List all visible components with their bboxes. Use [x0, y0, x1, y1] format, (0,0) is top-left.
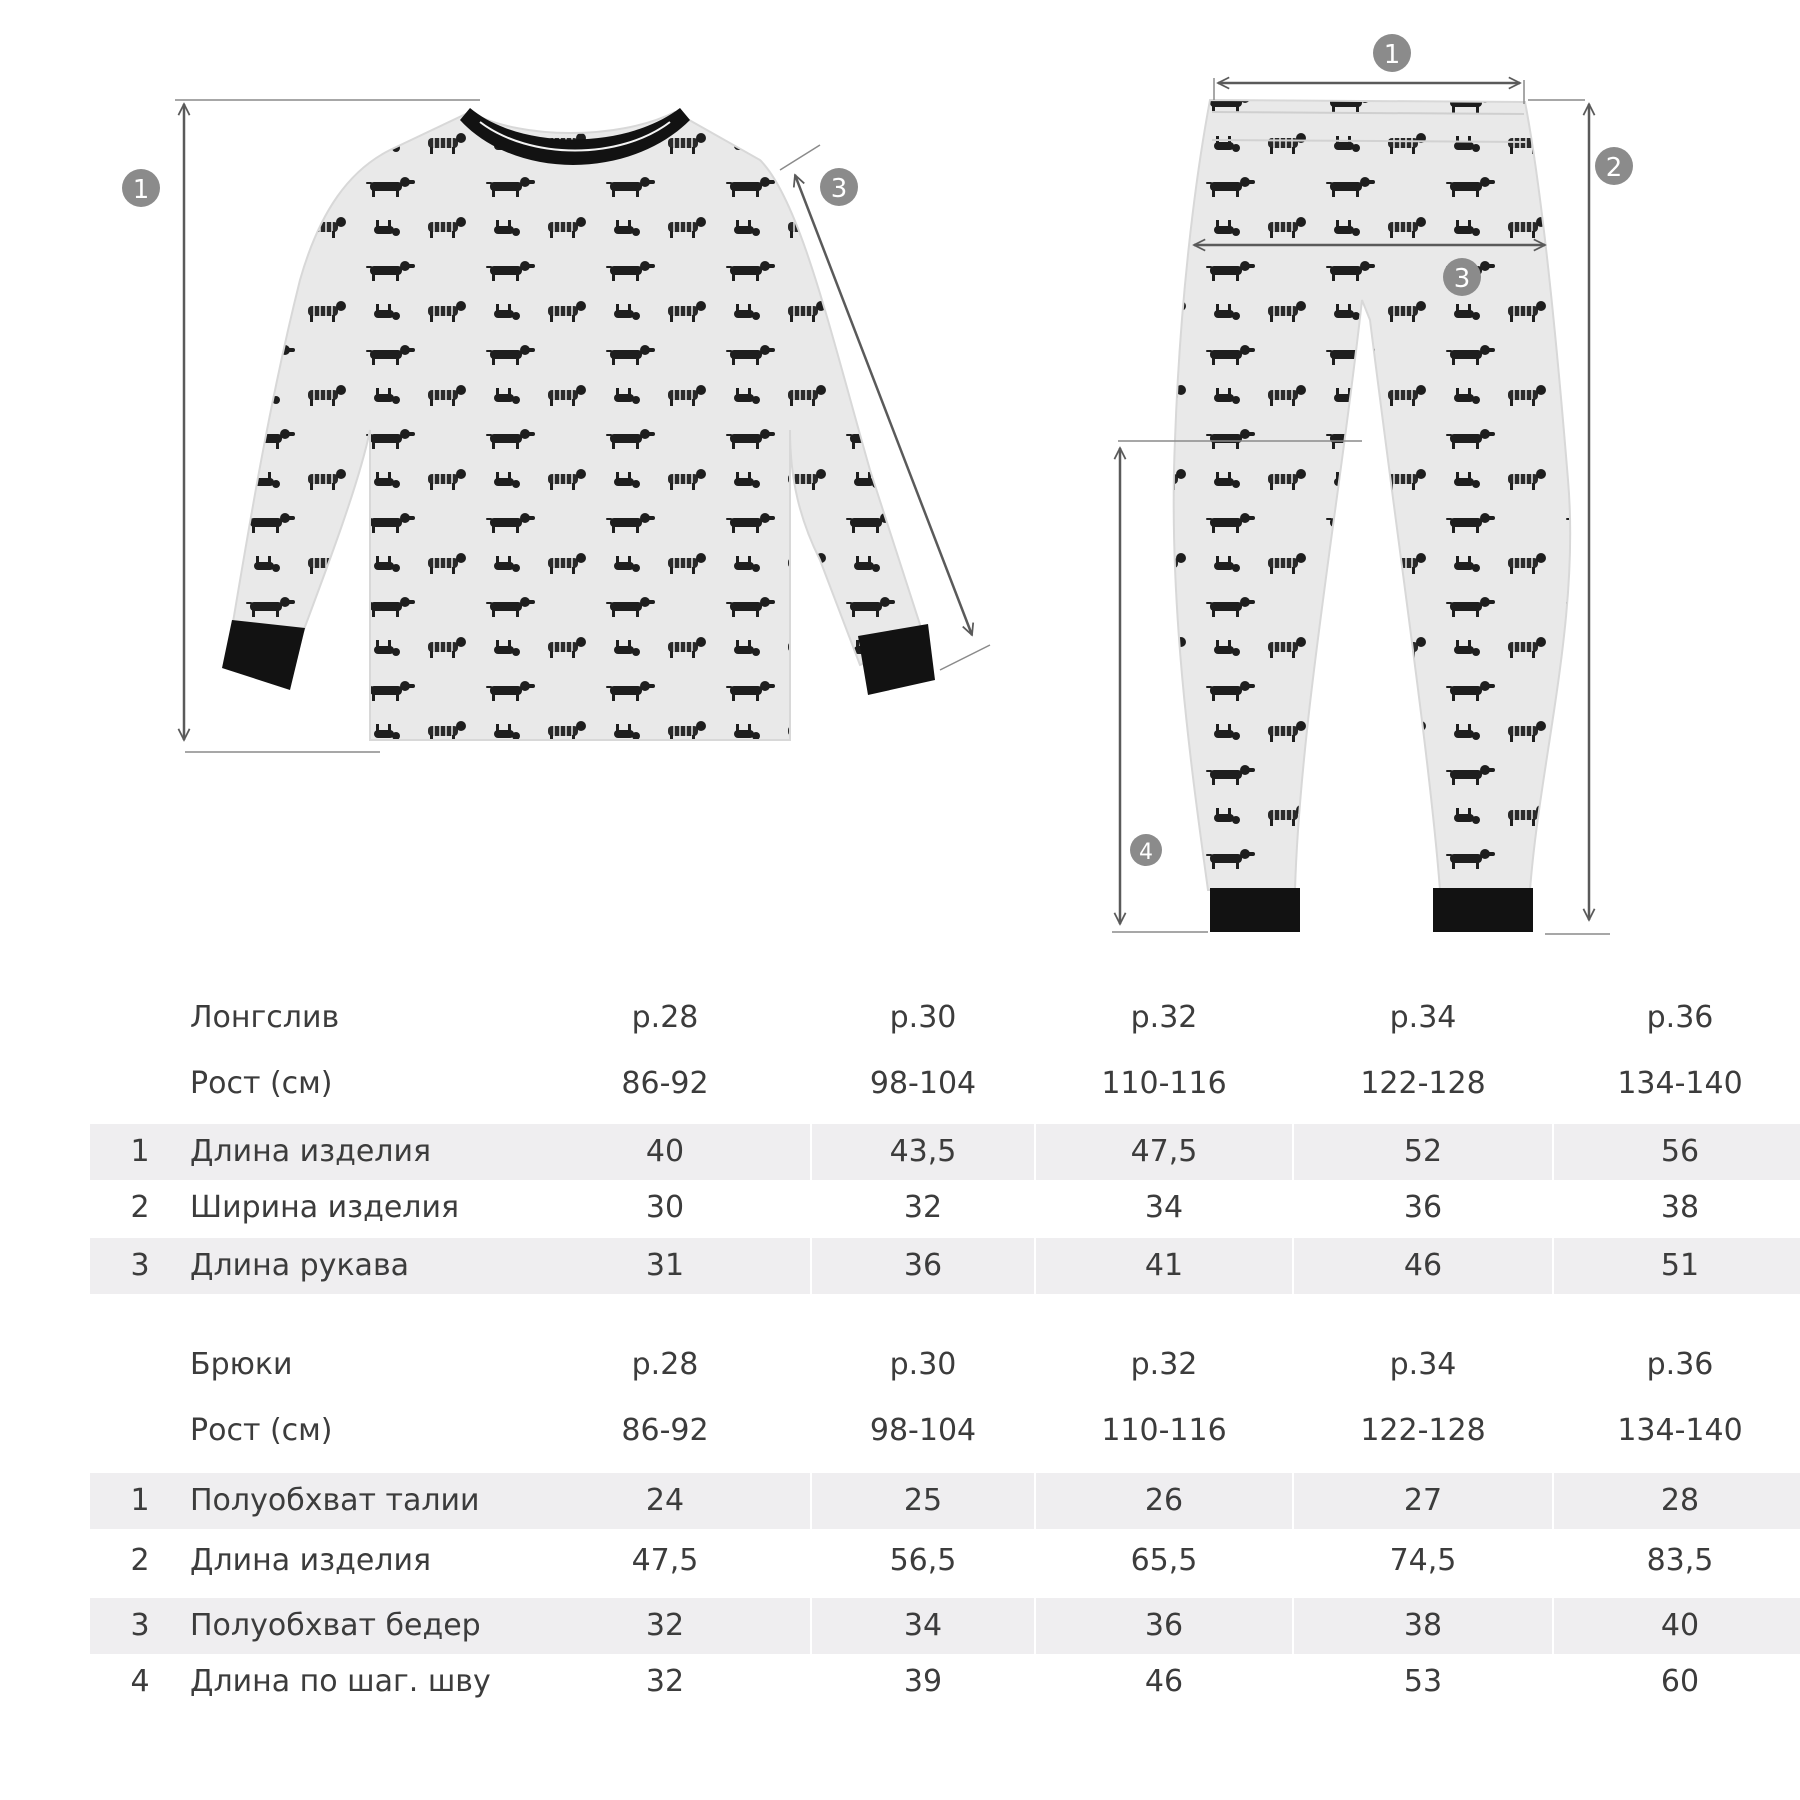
size-cell: р.34 — [1389, 1000, 1457, 1035]
value-cell: 40 — [1554, 1598, 1800, 1654]
table-row — [90, 1473, 1720, 1529]
height-cell: 110-116 — [1101, 1413, 1227, 1448]
table-row — [90, 1654, 1720, 1710]
value-cell: 56 — [1554, 1124, 1800, 1180]
value-cell: 32 — [520, 1598, 810, 1654]
value-cell: 30 — [645, 1190, 685, 1225]
table-row — [90, 1533, 1720, 1589]
row-label: Длина изделия — [190, 1124, 520, 1180]
row-number: 3 — [90, 1598, 190, 1654]
marker-label: 1 — [132, 175, 150, 205]
value-cell: 43,5 — [812, 1124, 1034, 1180]
row-label: Длина по шаг. шву — [190, 1664, 491, 1699]
size-cell: р.28 — [631, 1000, 699, 1035]
longsleeve-height-header — [90, 1056, 1743, 1112]
pants-marker-1 — [1373, 34, 1411, 72]
marker-label: 3 — [1453, 264, 1471, 294]
marker-label: 3 — [830, 174, 848, 204]
pants-marker-2 — [1595, 147, 1633, 185]
value-cell: 25 — [812, 1473, 1034, 1529]
row-label: Длина изделия — [190, 1543, 432, 1578]
height-cell: 86-92 — [621, 1413, 709, 1448]
height-cell: 122-128 — [1360, 1413, 1486, 1448]
height-label: Рост (см) — [190, 1066, 333, 1101]
value-cell: 56,5 — [889, 1543, 957, 1578]
value-cell: 26 — [1036, 1473, 1292, 1529]
value-cell: 60 — [1660, 1664, 1700, 1699]
pants-marker-4 — [1130, 834, 1162, 866]
size-cell: р.36 — [1646, 1347, 1714, 1382]
value-cell: 51 — [1554, 1238, 1800, 1294]
value-cell: 34 — [812, 1598, 1034, 1654]
value-cell: 38 — [1660, 1190, 1700, 1225]
value-cell: 47,5 — [631, 1543, 699, 1578]
table-row — [90, 1124, 1720, 1180]
row-label: Полуобхват талии — [190, 1473, 520, 1529]
value-cell: 74,5 — [1389, 1543, 1457, 1578]
row-number: 1 — [90, 1473, 190, 1529]
value-cell: 38 — [1294, 1598, 1552, 1654]
row-label: Длина рукава — [190, 1238, 520, 1294]
row-number: 1 — [90, 1124, 190, 1180]
height-cell: 122-128 — [1360, 1066, 1486, 1101]
pants-marker-3 — [1443, 258, 1481, 296]
longsleeve-size-header — [90, 990, 1720, 1046]
value-cell: 40 — [520, 1124, 810, 1180]
value-cell: 31 — [520, 1238, 810, 1294]
value-cell: 65,5 — [1130, 1543, 1198, 1578]
pants-height-header — [90, 1403, 1743, 1459]
value-cell: 36 — [1403, 1190, 1443, 1225]
row-label: Полуобхват бедер — [190, 1598, 520, 1654]
value-cell: 53 — [1403, 1664, 1443, 1699]
row-number: 2 — [130, 1190, 150, 1225]
value-cell: 36 — [812, 1238, 1034, 1294]
height-cell: 110-116 — [1101, 1066, 1227, 1101]
value-cell: 39 — [903, 1664, 943, 1699]
table-row — [90, 1238, 1720, 1294]
height-cell: 98-104 — [869, 1413, 977, 1448]
marker-label: 2 — [1605, 153, 1623, 183]
size-cell: р.30 — [889, 1347, 957, 1382]
table-title: Брюки — [190, 1347, 293, 1382]
table-row — [90, 1180, 1720, 1236]
size-cell: р.32 — [1130, 1347, 1198, 1382]
value-cell: 34 — [1144, 1190, 1184, 1225]
value-cell: 52 — [1294, 1124, 1552, 1180]
value-cell: 32 — [903, 1190, 943, 1225]
table-title: Лонгслив — [190, 1000, 340, 1035]
value-cell: 28 — [1554, 1473, 1800, 1529]
height-cell: 98-104 — [869, 1066, 977, 1101]
longsleeve-marker-3 — [820, 168, 858, 206]
size-cell: р.32 — [1130, 1000, 1198, 1035]
size-cell: р.36 — [1646, 1000, 1714, 1035]
value-cell: 46 — [1294, 1238, 1552, 1294]
size-cell: р.30 — [889, 1000, 957, 1035]
size-cell: р.34 — [1389, 1347, 1457, 1382]
row-number: 2 — [130, 1543, 150, 1578]
value-cell: 46 — [1144, 1664, 1184, 1699]
longsleeve-marker-1 — [122, 169, 160, 207]
longsleeve-illustration — [222, 108, 935, 740]
size-cell: р.28 — [631, 1347, 699, 1382]
marker-label: 1 — [1383, 40, 1401, 70]
pants-size-header — [90, 1337, 1720, 1393]
value-cell: 32 — [645, 1664, 685, 1699]
height-cell: 134-140 — [1617, 1066, 1743, 1101]
value-cell: 83,5 — [1646, 1543, 1714, 1578]
height-cell: 134-140 — [1617, 1413, 1743, 1448]
value-cell: 41 — [1036, 1238, 1292, 1294]
value-cell: 47,5 — [1036, 1124, 1292, 1180]
row-number: 3 — [90, 1238, 190, 1294]
pants-illustration — [1174, 100, 1571, 932]
table-row — [90, 1598, 1720, 1654]
marker-label: 4 — [1139, 840, 1153, 865]
row-label: Ширина изделия — [190, 1190, 460, 1225]
height-label: Рост (см) — [190, 1413, 333, 1448]
value-cell: 27 — [1294, 1473, 1552, 1529]
value-cell: 36 — [1036, 1598, 1292, 1654]
value-cell: 24 — [520, 1473, 810, 1529]
height-cell: 86-92 — [621, 1066, 709, 1101]
row-number: 4 — [130, 1664, 150, 1699]
